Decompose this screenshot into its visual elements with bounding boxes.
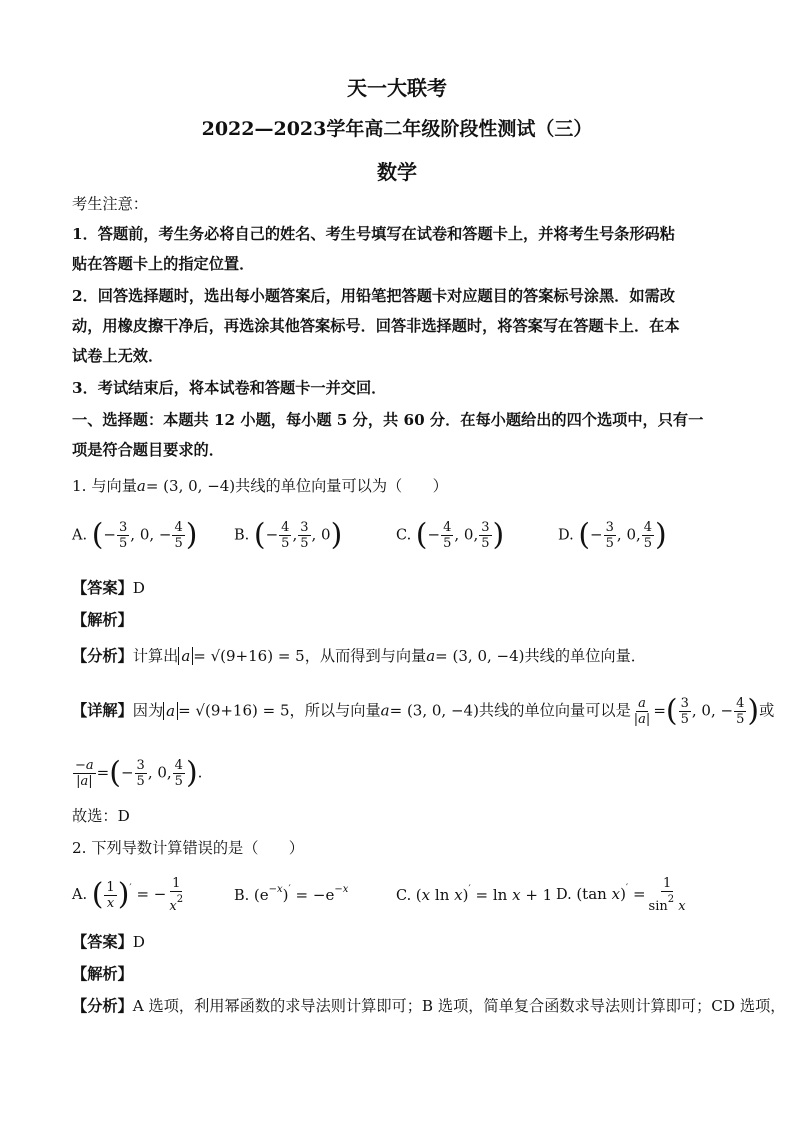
- q2-fenxi: [72, 996, 785, 1016]
- q2-option-b: B. $(e^{-x})' = -e^{-x}$: [234, 884, 349, 904]
- q2-analysis-label: 【解析】: [72, 965, 133, 983]
- fenxi-post: ，从而得到与向量: [304, 647, 427, 665]
- xiangjie-pre: 因为: [132, 701, 164, 720]
- q1-option-c: C. (− $\frac{4}{5}$ , 0, $\frac{3}{5}$ ): [396, 517, 505, 553]
- vector-a: a: [136, 477, 146, 495]
- exam-title: 2022—2023学年高二年级阶段性测试（三）: [201, 118, 593, 140]
- answer-label: 【答案】: [72, 579, 133, 597]
- q2-option-d: D. (tan x)′ = $\frac{1}{\sin^2 x}$: [556, 876, 686, 914]
- option-letter: A.: [72, 887, 88, 903]
- q1-option-d: D. (− $\frac{3}{5}$ , 0, $\frac{4}{5}$ ): [558, 517, 667, 553]
- option-letter: B.: [234, 888, 250, 904]
- answer-value: D: [132, 579, 145, 597]
- q2-stem: 2. 下列导数计算错误的是（ ）: [72, 839, 304, 857]
- option-letter: A.: [72, 527, 88, 544]
- fenxi-label: 【分析】: [72, 997, 133, 1015]
- answer-label: 【答案】: [72, 933, 133, 951]
- q1-stem-pre: 1. 与向量: [72, 477, 137, 495]
- vector-value: = (3, 0, −4): [145, 477, 236, 495]
- notice-item-1a: 1．答题前，考生务必将自己的姓名、考生号填写在试卷和答题卡上，并将考生号条形码粘: [72, 225, 675, 243]
- option-letter: D.: [558, 527, 574, 544]
- notice-item-2c: 试卷上无效．: [72, 347, 164, 365]
- fenxi-label: 【分析】: [72, 647, 133, 665]
- q1-xiangjie: 【详解】因为 a = √(9+16) = 5，所以与向量a= (3, 0, −4)共线的单位向量可以是 $\frac{a}{|a|}$ =( $\frac{3}{5}$ , 0, − $\frac{4}{5}$ )或: [72, 693, 775, 729]
- section-intro-a: 一、选择题：本题共 12 小题，每小题 5 分，共 60 分．在每小题给出的四个选项中，只有一: [72, 411, 704, 429]
- fenxi-math: = √(9+16) = 5: [193, 647, 305, 665]
- q1-conclusion: 故选：D: [72, 807, 130, 825]
- option-letter: D.: [556, 887, 572, 903]
- q1-answer: [72, 578, 145, 598]
- option-letter: C.: [396, 527, 412, 544]
- exam-subject: 数学: [377, 160, 417, 184]
- q1-analysis-label: 【解析】: [72, 611, 133, 629]
- notice-item-2a: 2．回答选择题时，选出每小题答案后，用铅笔把答题卡对应题目的答案标号涂黑．如需改: [72, 287, 675, 305]
- q1-stem: [72, 476, 448, 496]
- q2-answer: [72, 932, 145, 952]
- q1-option-b: B. (− $\frac{4}{5}$ , $\frac{3}{5}$ , 0): [234, 517, 343, 553]
- option-letter: C.: [396, 888, 412, 904]
- option-letter: B.: [234, 527, 250, 544]
- xiangjie-end: 共线的单位向量可以是: [478, 701, 631, 720]
- notice-item-2b: 动，用橡皮擦干净后，再选涂其他答案标号．回答非选择题时，将答案写在答题卡上．在本: [72, 317, 680, 335]
- q2-option-c: C. (x ln x)′ = ln x + 1: [396, 884, 553, 904]
- q1-stem-post: 共线的单位向量可以为（ ）: [235, 477, 448, 495]
- section-intro-b: 项是符合题目要求的．: [72, 441, 224, 459]
- or-text: 或: [759, 701, 775, 720]
- notice-item-3: 3．考试结束后，将本试卷和答题卡一并交回．: [72, 379, 387, 397]
- q1-xiangjie-cont: $\frac{-a}{|a|}$ =(− $\frac{3}{5}$ , 0, $\frac{4}{5}$ ).: [75, 755, 203, 791]
- xiangjie-post: ，所以与向量: [289, 701, 381, 720]
- q1-option-a: A. (− $\frac{3}{5}$ , 0, − $\frac{4}{5}$ ): [72, 517, 198, 553]
- fenxi-pre: 计算出: [132, 647, 179, 665]
- q2-option-a: A. ( $\frac{1}{x}$ )′ = − $\frac{1}{x^2}$: [72, 876, 184, 914]
- notice-heading: 考生注意：: [72, 195, 148, 213]
- exam-organizer: 天一大联考: [347, 76, 447, 100]
- answer-value: D: [132, 933, 145, 951]
- q1-fenxi: 【分析】计算出 a = √(9+16) = 5，从而得到与向量a= (3, 0, −4)共线的单位向量．: [72, 647, 646, 665]
- fenxi-text: A 选项，利用幂函数的求导法则计算即可；B 选项，简单复合函数求导法则计算即可；CD 选项，: [132, 997, 786, 1015]
- xiangjie-label: 【详解】: [72, 701, 133, 720]
- notice-item-1b: 贴在答题卡上的指定位置．: [72, 255, 255, 273]
- fenxi-end: 共线的单位向量．: [524, 647, 646, 665]
